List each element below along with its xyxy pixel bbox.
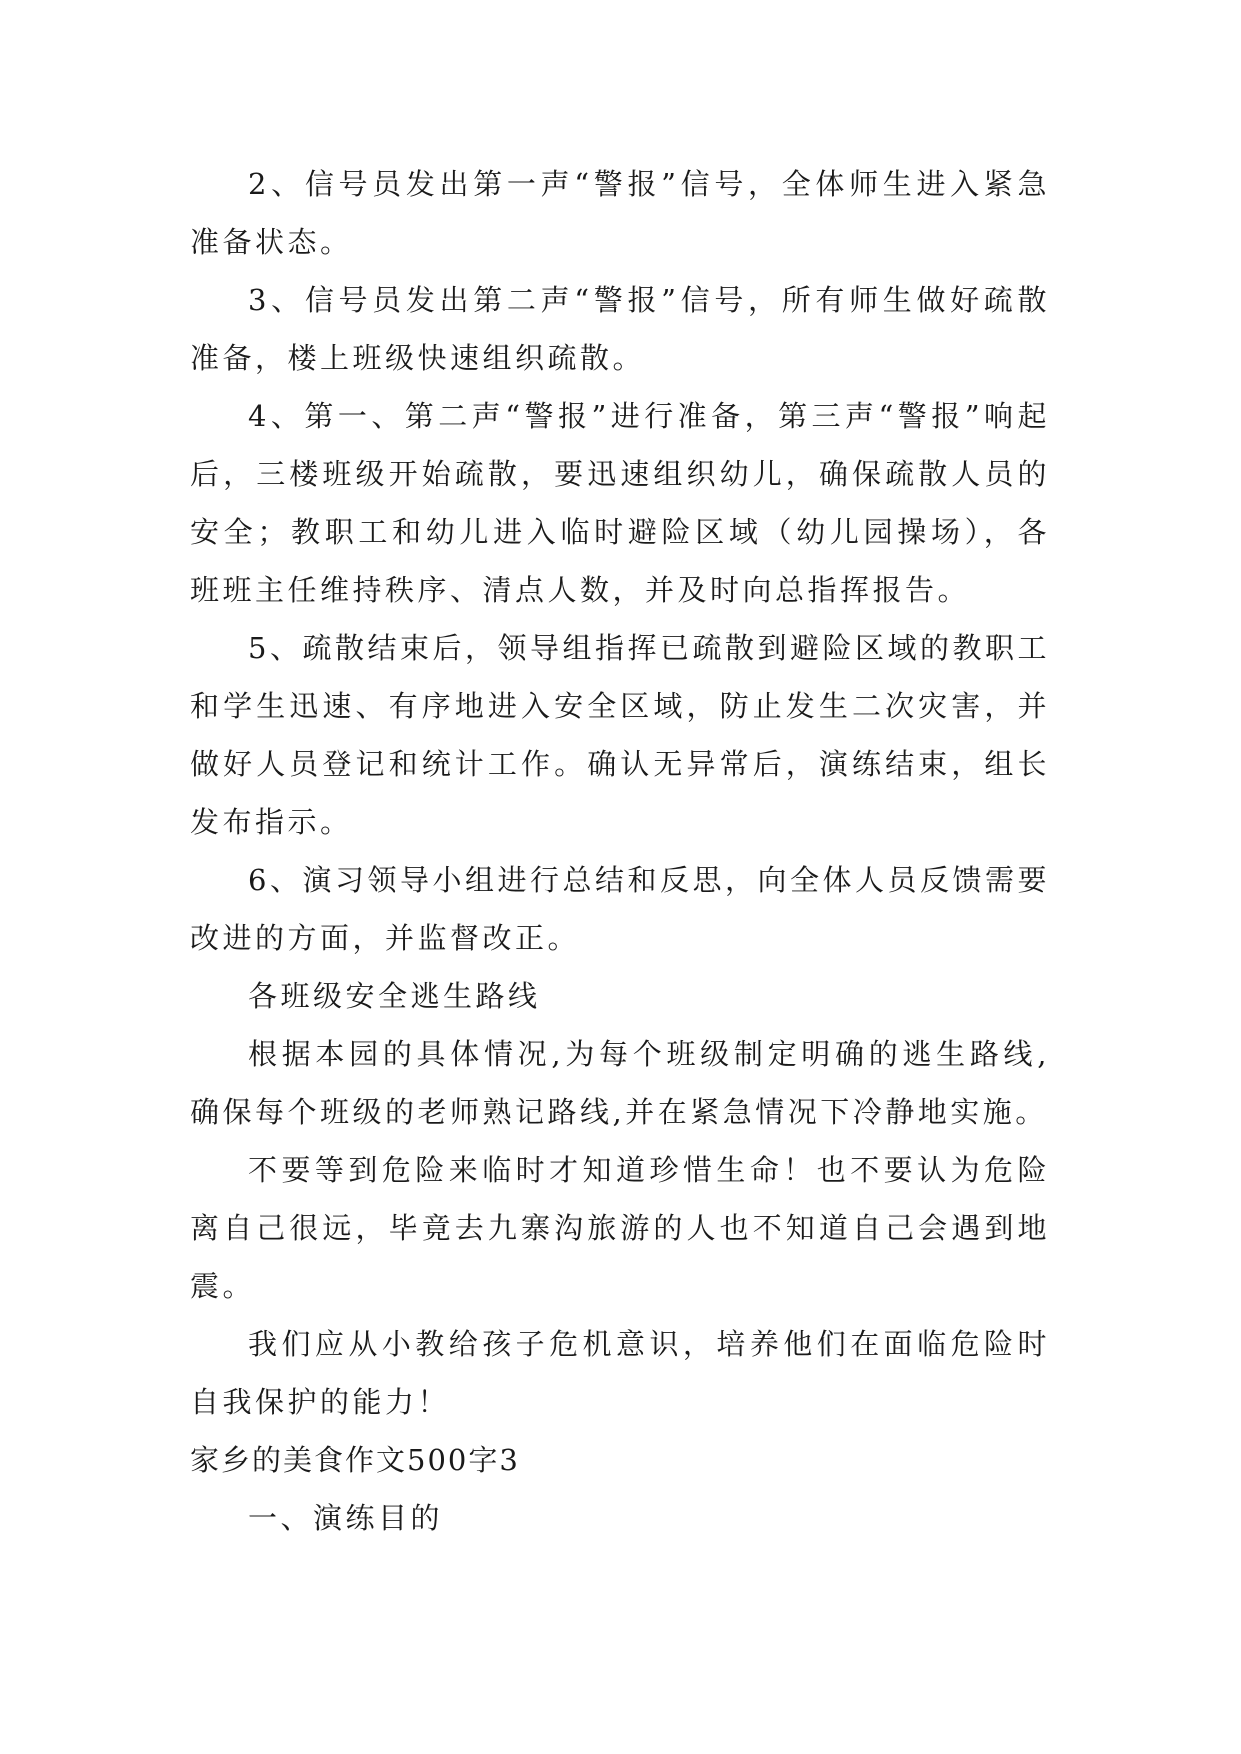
- paragraph-step-6: 6、演习领导小组进行总结和反思，向全体人员反馈需要改进的方面，并监督改正。: [190, 863, 1050, 955]
- document-body: [190, 155, 1050, 1547]
- subheading-drill-purpose: 一、演练目的: [248, 1501, 444, 1535]
- paragraph-step-2: 2、信号员发出第一声“警报”信号，全体师生进入紧急准备状态。: [190, 167, 1050, 259]
- paragraph-step-5: 5、疏散结束后，领导组指挥已疏散到避险区域的教职工和学生迅速、有序地进入安全区域，防止发生二次灾害，并做好人员登记和统计工作。确认无异常后，演练结束，组长发布指示。: [190, 631, 1050, 839]
- paragraph-step-4: 4、第一、第二声“警报”进行准备，第三声“警报”响起后，三楼班级开始疏散，要迅速组织幼儿，确保疏散人员的安全；教职工和幼儿进入临时避险区域（幼儿园操场），各班班主任维持秩序、清点人数，并及时向总指挥报告。: [190, 399, 1050, 607]
- paragraph-step-3: 3、信号员发出第二声“警报”信号，所有师生做好疏散准备，楼上班级快速组织疏散。: [190, 283, 1050, 375]
- paragraph-escape-routes-title: 各班级安全逃生路线: [248, 979, 541, 1013]
- paragraph-crisis-awareness: 我们应从小教给孩子危机意识，培养他们在面临危险时自我保护的能力！: [190, 1327, 1050, 1419]
- section-title: 家乡的美食作文500字3: [190, 1443, 520, 1477]
- paragraph-cherish-life: 不要等到危险来临时才知道珍惜生命！也不要认为危险离自己很远，毕竟去九寨沟旅游的人也不知道自己会遇到地震。: [190, 1153, 1050, 1303]
- paragraph-escape-routes: 根据本园的具体情况,为每个班级制定明确的逃生路线,确保每个班级的老师熟记路线,并在紧急情况下冷静地实施。: [190, 1037, 1050, 1129]
